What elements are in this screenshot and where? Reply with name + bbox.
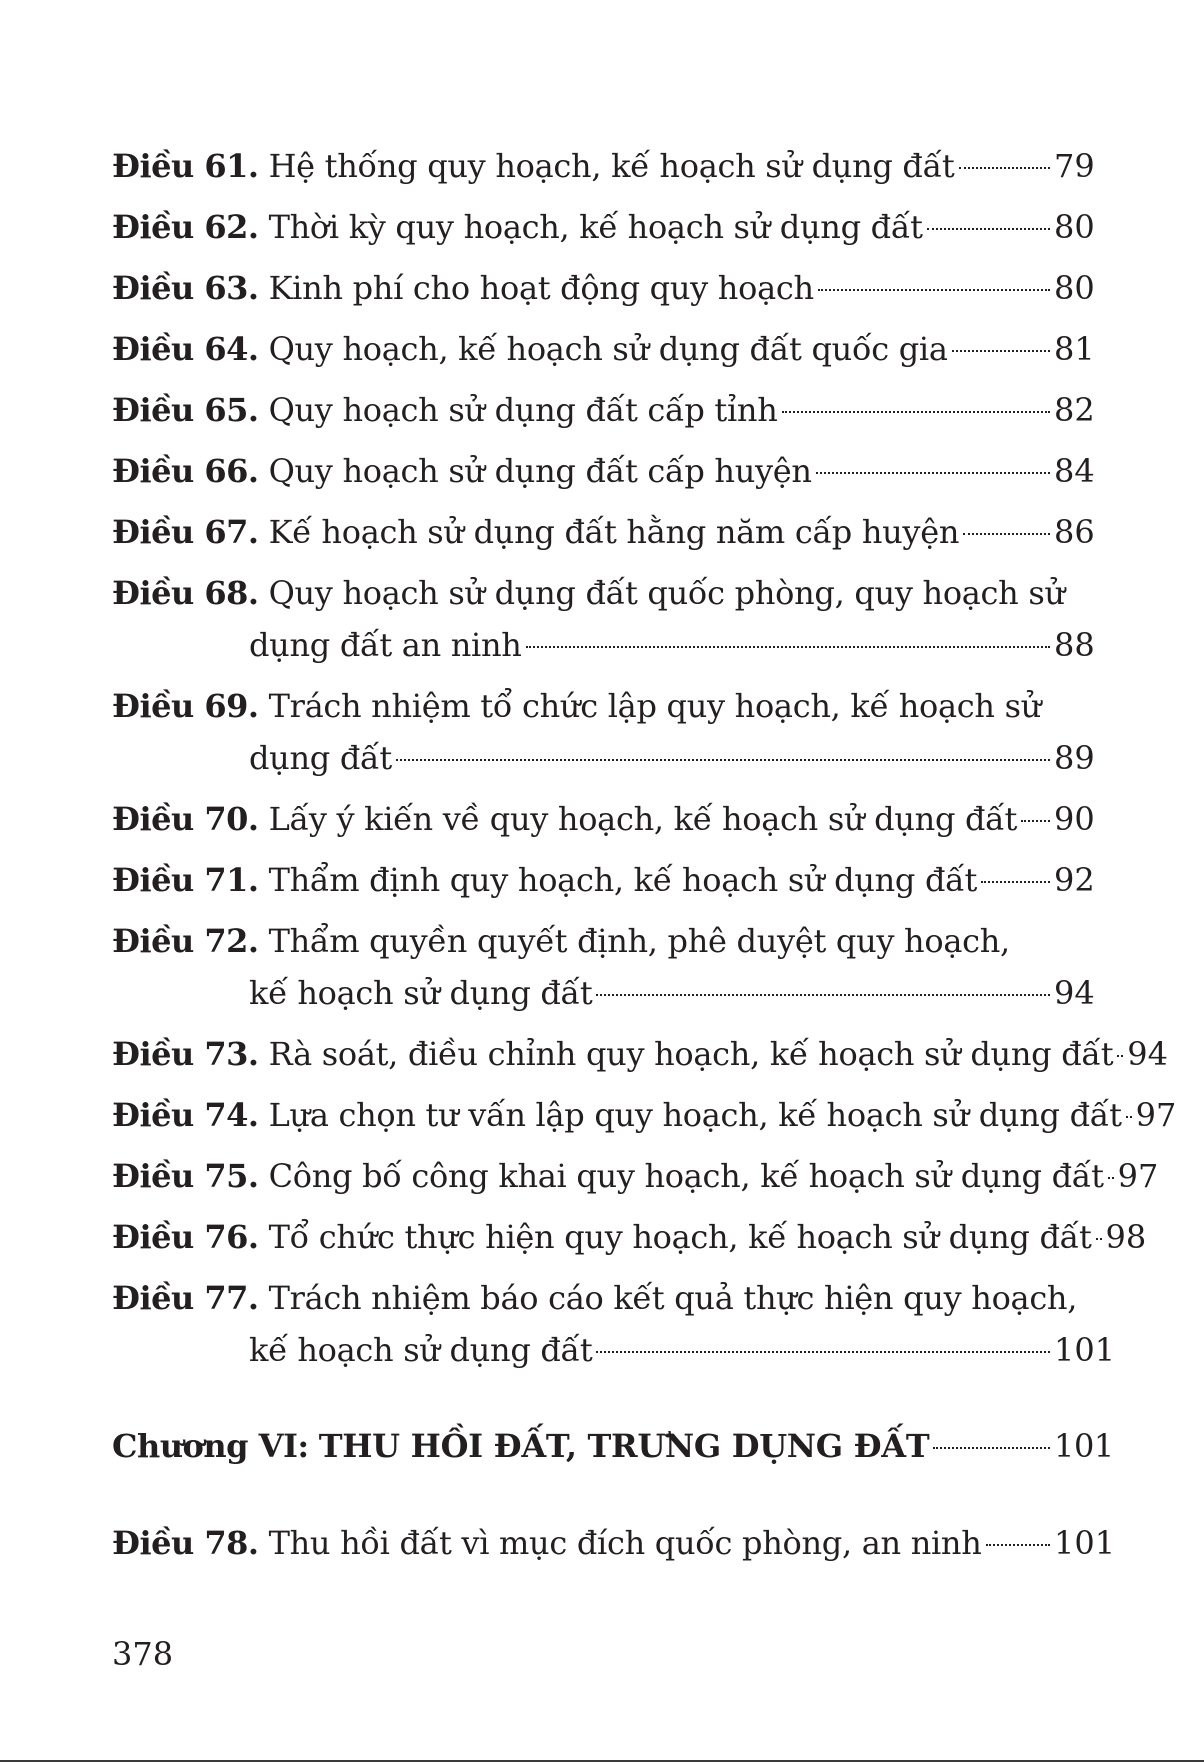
entry-title: Thẩm định quy hoạch, kế hoạch sử dụng đất (268, 861, 978, 899)
toc-entry-73 (112, 1028, 1168, 1089)
toc-entry-76 (112, 1211, 1147, 1272)
entry-title-line1: Trách nhiệm báo cáo kết quả thực hiện quy hoạch, (268, 1279, 1078, 1317)
entry-page: 94 (1054, 974, 1095, 1012)
entry-label: Điều 63. (112, 269, 259, 307)
entry-title: Hệ thống quy hoạch, kế hoạch sử dụng đất (268, 147, 955, 185)
entry-title-line1: Thẩm quyền quyết định, phê duyệt quy hoạch, (268, 922, 1010, 960)
entry-page: 97 (1135, 1096, 1177, 1134)
entry-page: 88 (1054, 626, 1095, 664)
entry-title: Quy hoạch sử dụng đất cấp tỉnh (268, 391, 778, 429)
toc-chapter-heading (112, 1420, 1114, 1481)
dot-leader (1117, 1055, 1123, 1057)
entry-label: Điều 67. (112, 513, 259, 551)
entry-page: 101 (1054, 1524, 1116, 1562)
entry-page: 80 (1054, 269, 1095, 307)
entry-page: 92 (1054, 861, 1095, 899)
toc-entry-65 (112, 384, 1095, 445)
toc-entry-61 (112, 140, 1095, 201)
dot-leader (816, 472, 1050, 474)
entry-page: 86 (1054, 513, 1095, 551)
entry-label: Điều 62. (112, 208, 259, 246)
entry-label: Điều 64. (112, 330, 259, 368)
entry-title: Công bố công khai quy hoạch, kế hoạch sử dụng đất (268, 1157, 1104, 1195)
toc-entry-77 (112, 1272, 1116, 1385)
entry-title: Rà soát, điều chỉnh quy hoạch, kế hoạch sử dụng đất (268, 1035, 1114, 1073)
toc-entry-78 (112, 1517, 1116, 1578)
dot-leader (526, 646, 1050, 648)
entry-label: Điều 77. (112, 1279, 259, 1317)
chapter-title: THU HỒI ĐẤT, TRƯNG DỤNG ĐẤT (318, 1427, 930, 1465)
dot-leader (986, 1544, 1050, 1546)
toc-entry-62 (112, 201, 1095, 262)
entry-label: Điều 72. (112, 922, 259, 960)
entry-label: Điều 61. (112, 147, 259, 185)
entry-page: 82 (1054, 391, 1095, 429)
entry-title: Kế hoạch sử dụng đất hằng năm cấp huyện (268, 513, 960, 551)
dot-leader (952, 350, 1050, 352)
dot-leader (963, 533, 1050, 535)
entry-page: 89 (1054, 739, 1095, 777)
toc-entry-67 (112, 506, 1095, 567)
dot-leader (1021, 820, 1050, 822)
entry-page: 81 (1054, 330, 1095, 368)
table-of-contents (112, 140, 1177, 1578)
dot-leader (1096, 1238, 1102, 1240)
dot-leader (981, 881, 1050, 883)
dot-leader (959, 167, 1051, 169)
toc-entry-69 (112, 680, 1095, 793)
chapter-label: Chương VI: (112, 1427, 309, 1465)
toc-entry-66 (112, 445, 1095, 506)
toc-entry-70 (112, 793, 1095, 854)
entry-page: 94 (1127, 1035, 1168, 1073)
entry-title: Thu hồi đất vì mục đích quốc phòng, an ninh (268, 1524, 982, 1562)
entry-page: 80 (1054, 208, 1095, 246)
entry-title: Quy hoạch sử dụng đất cấp huyện (268, 452, 812, 490)
entry-title: Kinh phí cho hoạt động quy hoạch (268, 269, 814, 307)
entry-page: 79 (1054, 147, 1095, 185)
entry-label: Điều 71. (112, 861, 259, 899)
page-number: 378 (112, 1635, 174, 1673)
entry-label: Điều 75. (112, 1157, 259, 1195)
entry-title: Thời kỳ quy hoạch, kế hoạch sử dụng đất (268, 208, 923, 246)
toc-entry-68 (112, 567, 1095, 680)
entry-label: Điều 65. (112, 391, 259, 429)
dot-leader (782, 411, 1050, 413)
entry-title-line2: kế hoạch sử dụng đất (249, 974, 593, 1012)
toc-entry-71 (112, 854, 1095, 915)
toc-entry-75 (112, 1150, 1159, 1211)
entry-label: Điều 69. (112, 687, 259, 725)
entry-page: 101 (1054, 1331, 1116, 1369)
entry-title-line2: kế hoạch sử dụng đất (249, 1331, 593, 1369)
entry-label: Điều 73. (112, 1035, 259, 1073)
entry-label: Điều 78. (112, 1524, 259, 1562)
entry-title-line2: dụng đất an ninh (249, 626, 522, 664)
entry-label: Điều 76. (112, 1218, 259, 1256)
toc-entry-63 (112, 262, 1095, 323)
dot-leader (818, 289, 1050, 291)
entry-title-line1: Trách nhiệm tổ chức lập quy hoạch, kế hoạch sử (268, 687, 1042, 725)
chapter-page: 101 (1054, 1427, 1114, 1465)
entry-page: 98 (1105, 1218, 1147, 1256)
entry-label: Điều 66. (112, 452, 259, 490)
entry-label: Điều 74. (112, 1096, 259, 1134)
dot-leader (1108, 1177, 1114, 1179)
entry-label: Điều 68. (112, 574, 259, 612)
toc-entry-72 (112, 915, 1095, 1028)
toc-entry-74 (112, 1089, 1177, 1150)
dot-leader (596, 994, 1050, 996)
dot-leader (396, 759, 1050, 761)
dot-leader (596, 1351, 1050, 1353)
entry-title: Lựa chọn tư vấn lập quy hoạch, kế hoạch sử dụng đất (268, 1096, 1122, 1134)
dot-leader (933, 1447, 1050, 1449)
entry-title-line2: dụng đất (249, 739, 392, 777)
entry-page: 84 (1054, 452, 1095, 490)
entry-title: Lấy ý kiến về quy hoạch, kế hoạch sử dụng đất (268, 800, 1018, 838)
dot-leader (927, 228, 1050, 230)
entry-page: 97 (1117, 1157, 1159, 1195)
dot-leader (1126, 1116, 1132, 1118)
toc-entry-64 (112, 323, 1095, 384)
entry-title-line1: Quy hoạch sử dụng đất quốc phòng, quy hoạch sử (268, 574, 1065, 612)
entry-title: Quy hoạch, kế hoạch sử dụng đất quốc gia (268, 330, 948, 368)
entry-page: 90 (1054, 800, 1095, 838)
entry-title: Tổ chức thực hiện quy hoạch, kế hoạch sử dụng đất (268, 1218, 1092, 1256)
entry-label: Điều 70. (112, 800, 259, 838)
